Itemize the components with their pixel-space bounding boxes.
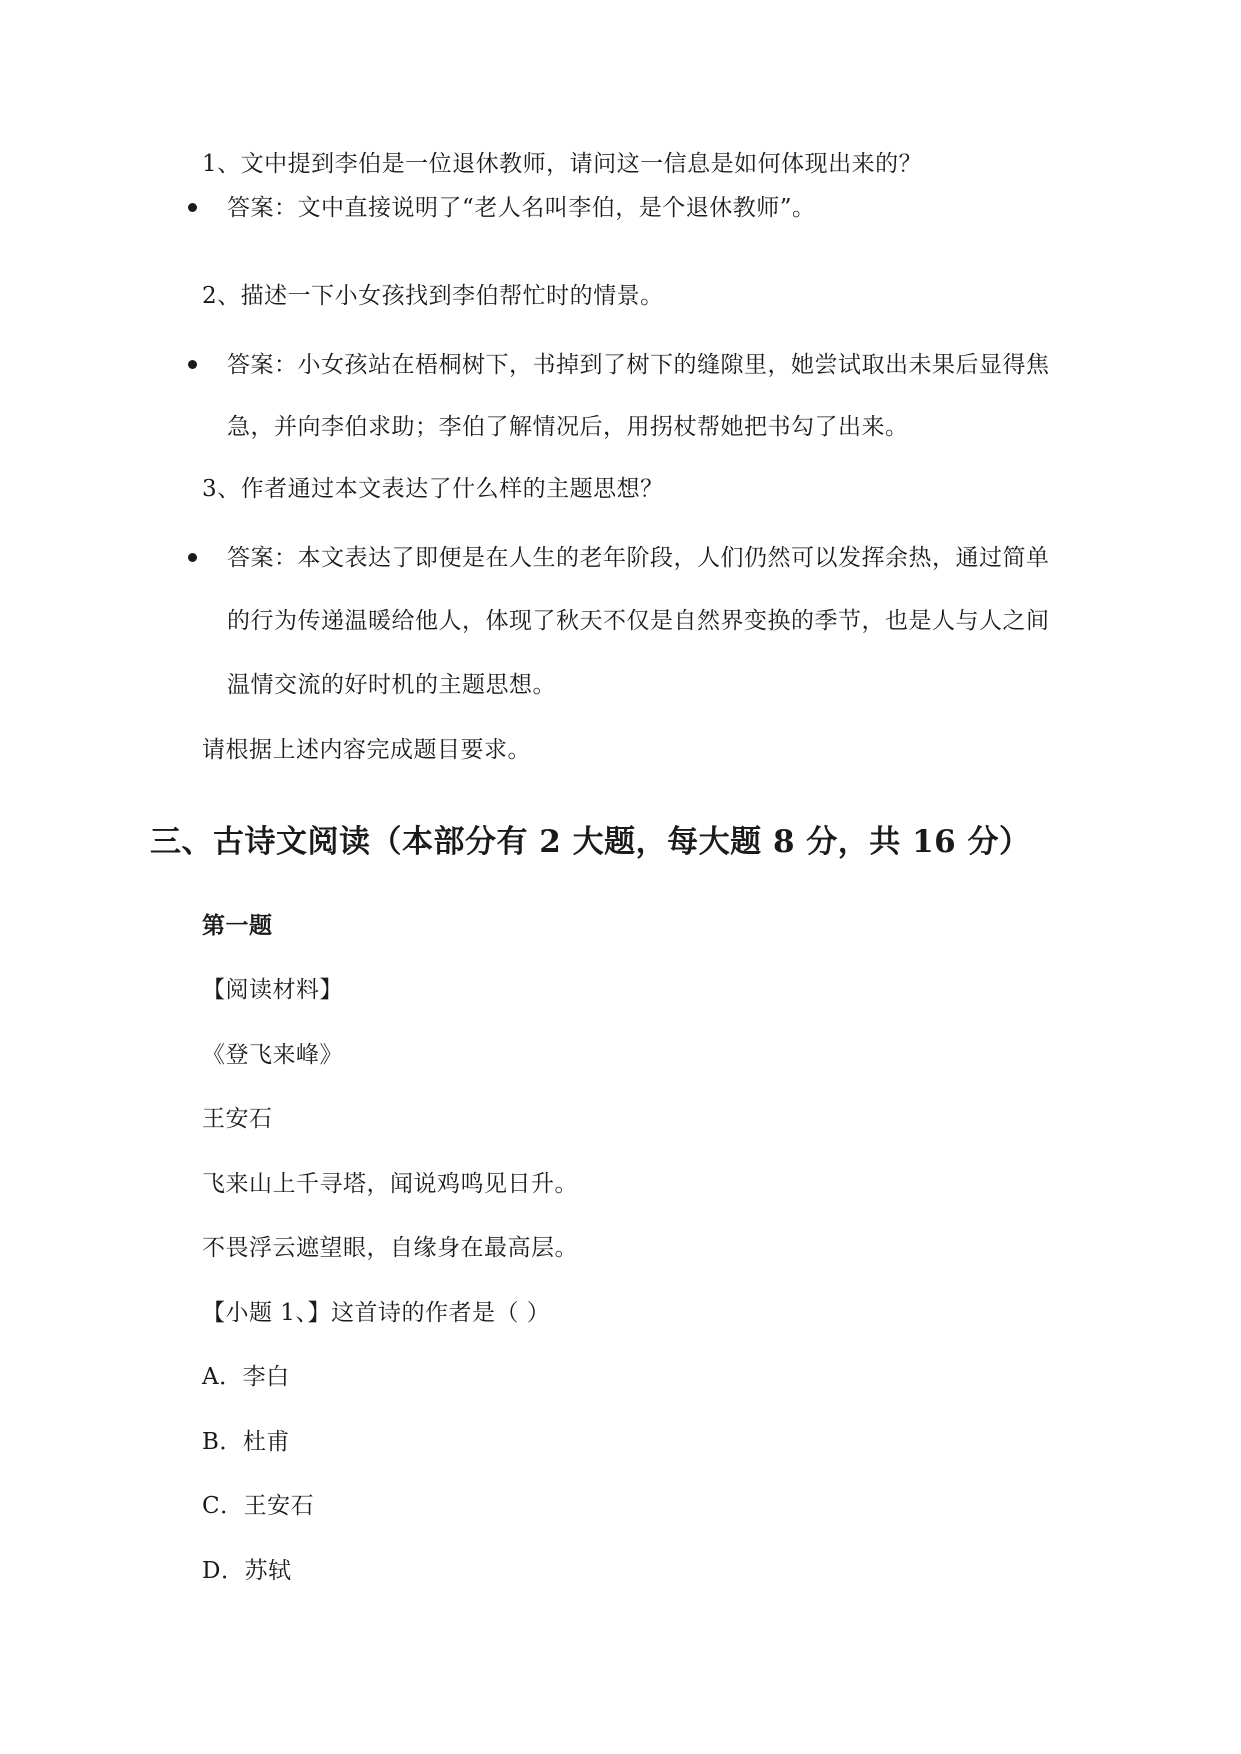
question-1: 1、文中提到李伯是一位退休教师，请问这一信息是如何体现出来的？ xyxy=(202,151,923,177)
bullet-icon xyxy=(188,360,197,369)
poem-title: 《登飞来峰》 xyxy=(202,1042,343,1068)
option-b: B．杜甫 xyxy=(202,1429,290,1455)
first-question-title: 第一题 xyxy=(202,912,273,939)
answer-1: 答案：文中直接说明了“老人名叫李伯，是个退休教师”。 xyxy=(227,195,816,221)
question-3: 3、作者通过本文表达了什么样的主题思想？ xyxy=(202,476,664,502)
answer-2-line-1: 答案：小女孩站在梧桐树下，书掉到了树下的缝隙里，她尝试取出未果后显得焦 xyxy=(227,352,1050,378)
poem-line-2: 不畏浮云遮望眼，自缘身在最高层。 xyxy=(202,1235,578,1261)
answer-3-line-2: 的行为传递温暖给他人，体现了秋天不仅是自然界变换的季节，也是人与人之间 xyxy=(227,608,1050,634)
answer-2-line-2: 急，并向李伯求助；李伯了解情况后，用拐杖帮她把书勾了出来。 xyxy=(227,414,909,440)
section-3-heading: 三、古诗文阅读（本部分有 2 大题，每大题 8 分，共 16 分） xyxy=(150,824,1031,860)
option-c: C．王安石 xyxy=(202,1493,315,1519)
bullet-icon xyxy=(188,553,197,562)
poem-line-1: 飞来山上千寻塔，闻说鸡鸣见日升。 xyxy=(202,1171,578,1197)
option-d: D．苏轼 xyxy=(202,1558,292,1584)
bullet-icon xyxy=(188,203,197,212)
reading-material-label: 【阅读材料】 xyxy=(202,977,343,1003)
poem-author: 王安石 xyxy=(202,1106,273,1132)
question-2: 2、描述一下小女孩找到李伯帮忙时的情景。 xyxy=(202,283,664,309)
closing-instruction: 请根据上述内容完成题目要求。 xyxy=(202,737,531,763)
sub-question-1: 【小题 1、】这首诗的作者是（ ） xyxy=(202,1300,551,1326)
answer-3-line-1: 答案：本文表达了即便是在人生的老年阶段，人们仍然可以发挥余热，通过简单 xyxy=(227,545,1050,571)
answer-3-line-3: 温情交流的好时机的主题思想。 xyxy=(227,672,556,698)
option-a: A．李白 xyxy=(202,1364,290,1390)
